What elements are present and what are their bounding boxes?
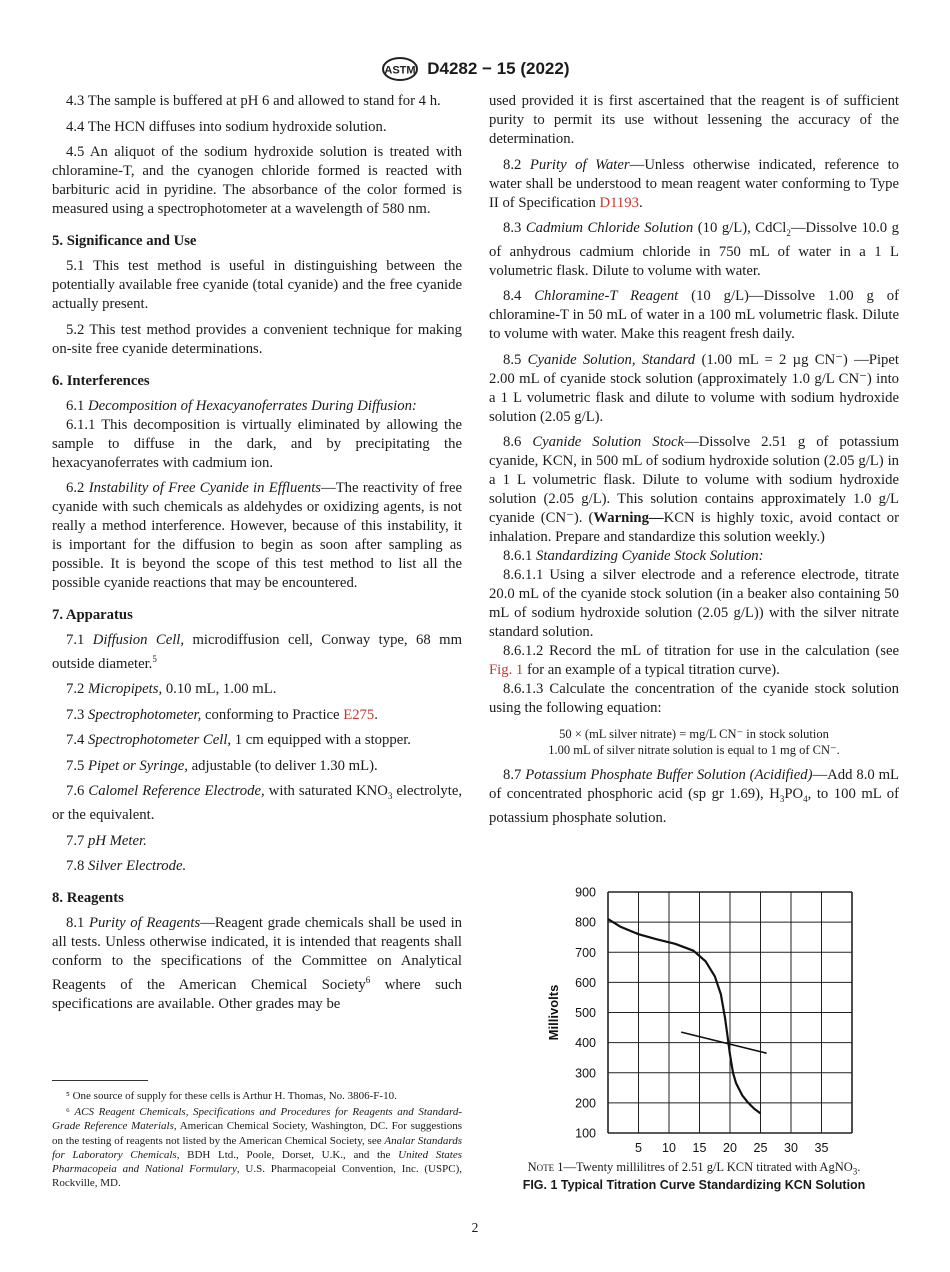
figure-note-sub: 3 [852, 1166, 858, 1177]
titration-curve-line [608, 919, 761, 1113]
para-7-3-title: Spectrophotometer, [88, 706, 202, 723]
para-8-6-1 [489, 547, 899, 566]
para-7-2 [52, 680, 462, 699]
figure-note-text: —Twenty millilitres of 2.51 g/L KCN titrated with AgNO [563, 1160, 853, 1174]
para-7-7-title: pH Meter. [88, 832, 147, 849]
para-7-5 [52, 757, 462, 776]
para-8-1 [52, 914, 462, 1014]
footnote-rule [52, 1080, 148, 1081]
para-8-7-text: —Add 8.0 mL of concentrated phosphoric acid (sp gr 1.69), H [489, 767, 899, 803]
figure-note-label: Note 1 [527, 1160, 564, 1174]
logo-text: ASTM [383, 64, 416, 77]
para-7-6 [52, 782, 462, 825]
para-8-7-tail: , to 100 mL of potassium phosphate solution. [489, 786, 899, 827]
para-8-7-title: Potassium Phosphate Buffer Solution (Acidified) [525, 767, 813, 784]
para-7-6-sub: 3 [387, 791, 393, 802]
para-8-6-text: —Dissolve 2.51 g of potassium cyanide, KCN, in 500 mL of sodium hydroxide solution (2.05 g/L) in a 1 L volumetric flask. Dilute to volume with sodium hydroxide solution (2.05 g/L). This solution contains approximately 1.0 g/L cyanide (CN⁻). ( [489, 434, 900, 527]
para-8-6-1-num: 8.6.1 [503, 548, 533, 565]
para-5-1: 5.1 This test method is useful in distinguishing between the potentially available free cyanide (total cyanide) and the free cyanide actually present. [52, 258, 462, 312]
equation-line-1: 50 × (mL silver nitrate) = mg/L CN⁻ in stock solution [559, 727, 829, 742]
para-8-1-num: 8.1 [66, 915, 85, 932]
page-number: 2 [471, 1220, 479, 1235]
para-8-2-num: 8.2 [503, 156, 522, 173]
section-7-heading: 7. Apparatus [52, 607, 133, 623]
para-4-3: 4.3 The sample is buffered at pH 6 and allowed to stand for 4 h. [66, 93, 441, 109]
para-8-6-tail: KCN is highly toxic, avoid contact or inhalation. Prepare and standardize this solution weekly.) [489, 510, 900, 546]
chart-grid [608, 892, 852, 1133]
para-7-6-tail: electrolyte, or the equivalent. [52, 783, 463, 824]
para-8-1-continued: used provided it is first ascertained that the reagent is of sufficient purity to permit its use without lessening the accuracy of the determination. [489, 93, 899, 147]
para-7-5-title: Pipet or Syringe, [88, 757, 188, 774]
para-8-6-1-3: 8.6.1.3 Calculate the concentration of the cyanide stock solution using the following equation: [489, 681, 899, 717]
para-8-3-num: 8.3 [503, 220, 522, 236]
x-tick-label: 20 [723, 1141, 737, 1155]
figure-caption: FIG. 1 Typical Titration Curve Standardizing KCN Solution [522, 1178, 866, 1192]
y-tick-label: 400 [575, 1036, 596, 1051]
para-8-6-num: 8.6 [503, 434, 522, 451]
para-8-7-mid: PO [784, 786, 804, 803]
para-7-4 [52, 731, 462, 750]
footnote-6-text-b: , American Chemical Society, Washington, DC. For suggestions on the testing of reagents not listed by the American Chemical Society, see [52, 1120, 462, 1147]
para-7-8-title: Silver Electrode. [88, 858, 187, 875]
y-tick-label: 500 [575, 1006, 596, 1020]
para-8-1-title: Purity of Reagents [88, 915, 201, 932]
para-8-2: 8.2 Purity of Water—Unless otherwise indicated, reference to water shall be understood to mean reagent water conforming to Type II of Specification D1193. [489, 156, 900, 211]
section-5-heading: 5. Significance and Use [52, 233, 197, 249]
para-4-4: 4.4 The HCN diffuses into sodium hydroxide solution. [66, 118, 387, 135]
para-8-3-text: (10 g/L), CdCl [697, 220, 787, 236]
para-7-2-title: Micropipets, [88, 681, 163, 698]
para-7-5-text: adjustable (to deliver 1.30 mL). [191, 757, 378, 774]
para-8-7-num: 8.7 [503, 767, 522, 784]
footnote-6-mark: ⁶ [66, 1106, 70, 1119]
footnote-ref-5[interactable]: 5 [152, 654, 157, 664]
x-tick-label: 5 [635, 1141, 642, 1155]
y-tick-label: 300 [575, 1066, 596, 1081]
para-5-2: 5.2 This test method provides a convenient technique for making on-site free cyanide determinations. [52, 321, 462, 357]
para-4-5: 4.5 An aliquot of the sodium hydroxide solution is treated with chloramine-T, and the cyanogen chloride formed is reacted with barbituric acid in pyridine. The absorbance of the color formed is measured using a spectrophotometer at a wavelength of 580 nm. [52, 144, 462, 217]
y-axis-label: Millivolts [546, 984, 561, 1041]
right-column [489, 92, 899, 835]
para-8-4-text: (10 g/L)—Dissolve 1.00 g of chloramine-T in 50 mL of water in a 100 mL volumetric flask. Dilute to volume with water. Make this reagent fresh daily. [489, 288, 900, 343]
para-7-1-text: microdiffusion cell, Conway type, 68 mm outside diameter. [52, 632, 463, 672]
x-tick-label: 10 [662, 1141, 676, 1155]
footnote-6-title: ACS Reagent Chemicals, Specifications and Procedures for Reagents and Standard-Grade Reference Materials [52, 1106, 463, 1133]
footnote-6-text-f: , U.S. Pharmacopeial Convention, Inc. (USPC), Rockville, MD. [52, 1163, 462, 1190]
para-8-3 [489, 219, 899, 281]
para-7-4-num: 7.4 [66, 732, 85, 749]
para-6-2-text: —The reactivity of free cyanide with such chemicals as aldehydes or oxidizing agents, is not really a method interference. However, because of this instability, it is important for the diffusion to begin as soon after sampling as possible. It is beyond the scope of this test method to list all the possible cyanide reactions that may be encountered. [52, 480, 462, 591]
para-7-2-text: 0.10 mL, 1.00 mL. [165, 681, 277, 698]
section-8-heading: 8. Reagents [52, 890, 124, 907]
para-8-7-sub1: 3 [779, 794, 785, 805]
para-8-5-text: (1.00 mL = 2 µg CN⁻) —Pipet 2.00 mL of cyanide stock solution (approximately 1.0 g/L CN⁻) into a 1 L volumetric flask and dilute to volume with sodium hydroxide solution (2.05 g/L). [489, 351, 899, 425]
chart-ticks [575, 886, 828, 1156]
para-7-5-num: 7.5 [66, 757, 85, 774]
footnote-6-text-d: , BDH Ltd., Poole, Dorset, U.K., and the [176, 1148, 391, 1161]
para-6-1 [52, 397, 462, 416]
para-8-6 [489, 433, 899, 547]
para-7-6-num: 7.6 [66, 783, 85, 800]
para-6-2-title: Instability of Free Cyanide in Effluents [88, 480, 322, 496]
y-tick-label: 100 [575, 1126, 596, 1141]
y-tick-label: 600 [575, 975, 596, 990]
para-8-6-1-2-a: 8.6.1.2 Record the mL of titration for use in the calculation (see [503, 643, 899, 660]
para-7-7 [52, 832, 462, 851]
link-d1193[interactable]: D1193 [599, 194, 639, 211]
para-7-6-title: Calomel Reference Electrode, [88, 783, 265, 800]
figure-note [489, 1160, 899, 1177]
para-6-1-1: 6.1.1 This decomposition is virtually eliminated by allowing the sample to diffuse in the dark, and by precipitating the hexacyanoferrates with cadmium ion. [52, 416, 462, 471]
left-column [52, 92, 462, 1021]
para-7-4-text: 1 cm equipped with a stopper. [234, 732, 411, 749]
para-7-3-text: conforming to Practice [204, 706, 340, 723]
y-tick-label: 900 [575, 885, 596, 900]
para-6-1-title: Decomposition of Hexacyanoferrates During Diffusion: [88, 397, 417, 414]
footnote-5: ⁵ One source of supply for these cells is Arthur H. Thomas, No. 3806-F-10. [66, 1090, 397, 1102]
x-tick-label: 30 [784, 1141, 798, 1155]
para-8-5-num: 8.5 [503, 351, 522, 368]
para-8-3-tail: —Dissolve 10.0 g of anhydrous cadmium chloride in 750 mL of water in a 1 L volumetric flask. Dilute to volume with water. [489, 220, 899, 279]
para-8-6-1-1: 8.6.1.1 Using a silver electrode and a reference electrode, titrate 20.0 mL of the cyanide stock solution (in a beaker also containing 50 mL of sodium hydroxide solution (2.05 g/L)) with the silver nitrate standard solution. [489, 567, 899, 641]
equation-line-2: 1.00 mL of silver nitrate solution is equal to 1 mg of CN⁻. [548, 743, 840, 758]
para-7-1-title: Diffusion Cell, [92, 632, 185, 648]
footnotes [52, 1080, 462, 1192]
document-title: D4282 − 15 (2022) [427, 59, 570, 78]
link-e275[interactable]: E275 [343, 706, 375, 723]
equation [489, 726, 899, 758]
para-8-3-title: Cadmium Chloride Solution [525, 220, 694, 236]
warning-label: Warning— [593, 510, 664, 527]
footnote-6 [52, 1105, 462, 1190]
para-7-1 [52, 631, 462, 674]
page-header [0, 56, 950, 82]
para-8-5 [489, 351, 899, 427]
x-tick-label: 25 [753, 1141, 768, 1155]
para-8-1-tail: where such specifications are available. Other grades may be [52, 977, 462, 1013]
para-7-3-num: 7.3 [66, 706, 85, 723]
y-tick-label: 800 [575, 915, 596, 930]
para-6-2-num: 6.2 [66, 480, 85, 496]
para-8-4-num: 8.4 [503, 288, 522, 305]
para-8-4 [489, 287, 899, 344]
footnote-6-analar: Analar Standards for Laboratory Chemicals [52, 1134, 462, 1161]
para-8-2-text: —Unless otherwise indicated, reference to water shall be understood to mean reagent water conforming to Type II of Specification [489, 156, 900, 211]
para-7-8-num: 7.8 [66, 858, 85, 875]
para-7-2-num: 7.2 [66, 681, 85, 698]
para-7-4-title: Spectrophotometer Cell, [88, 732, 232, 749]
section-6-heading: 6. Interferences [52, 372, 150, 389]
chart-series [608, 919, 767, 1113]
x-tick-label: 35 [814, 1141, 829, 1155]
figure-note-end: . [857, 1160, 861, 1174]
para-7-3: 7.3 Spectrophotometer, conforming to Practice E275. [66, 706, 378, 723]
para-6-2 [52, 479, 462, 593]
astm-logo-icon [381, 56, 419, 82]
footnote-ref-6[interactable]: 6 [365, 975, 371, 986]
para-7-1-num: 7.1 [66, 632, 85, 648]
titration-chart [540, 878, 870, 1168]
link-fig-1[interactable]: Fig. 1 [489, 662, 524, 679]
para-8-7-sub2: 4 [803, 794, 808, 805]
para-8-3-sub: 2 [786, 227, 791, 238]
para-7-8 [52, 857, 462, 876]
para-8-6-1-title: Standardizing Cyanide Stock Solution: [536, 548, 764, 565]
para-8-5-title: Cyanide Solution, Standard [527, 351, 696, 368]
para-8-6-1-2-b: for an example of a typical titration curve). [526, 662, 780, 679]
para-7-7-num: 7.7 [66, 832, 85, 849]
para-7-6-text: with saturated KNO [268, 783, 388, 800]
para-8-1-text: —Reagent grade chemicals shall be used in all tests. Unless otherwise indicated, it is intended that reagents shall conform to the specifications of the Committee on Analytical Reagents of the American Chemical Society [52, 915, 462, 994]
footnote-6-usp: United States Pharmacopeia and National Formulary [52, 1148, 463, 1176]
para-8-6-title: Cyanide Solution Stock [532, 434, 685, 451]
x-tick-label: 15 [692, 1141, 707, 1155]
para-8-2-title: Purity of Water [529, 156, 630, 173]
para-8-4-title: Chloramine-T Reagent [534, 288, 679, 305]
para-6-1-num: 6.1 [66, 397, 85, 414]
para-8-7 [489, 766, 899, 828]
y-tick-label: 200 [575, 1096, 596, 1111]
y-tick-label: 700 [575, 945, 596, 960]
para-8-6-1-2 [489, 642, 899, 680]
